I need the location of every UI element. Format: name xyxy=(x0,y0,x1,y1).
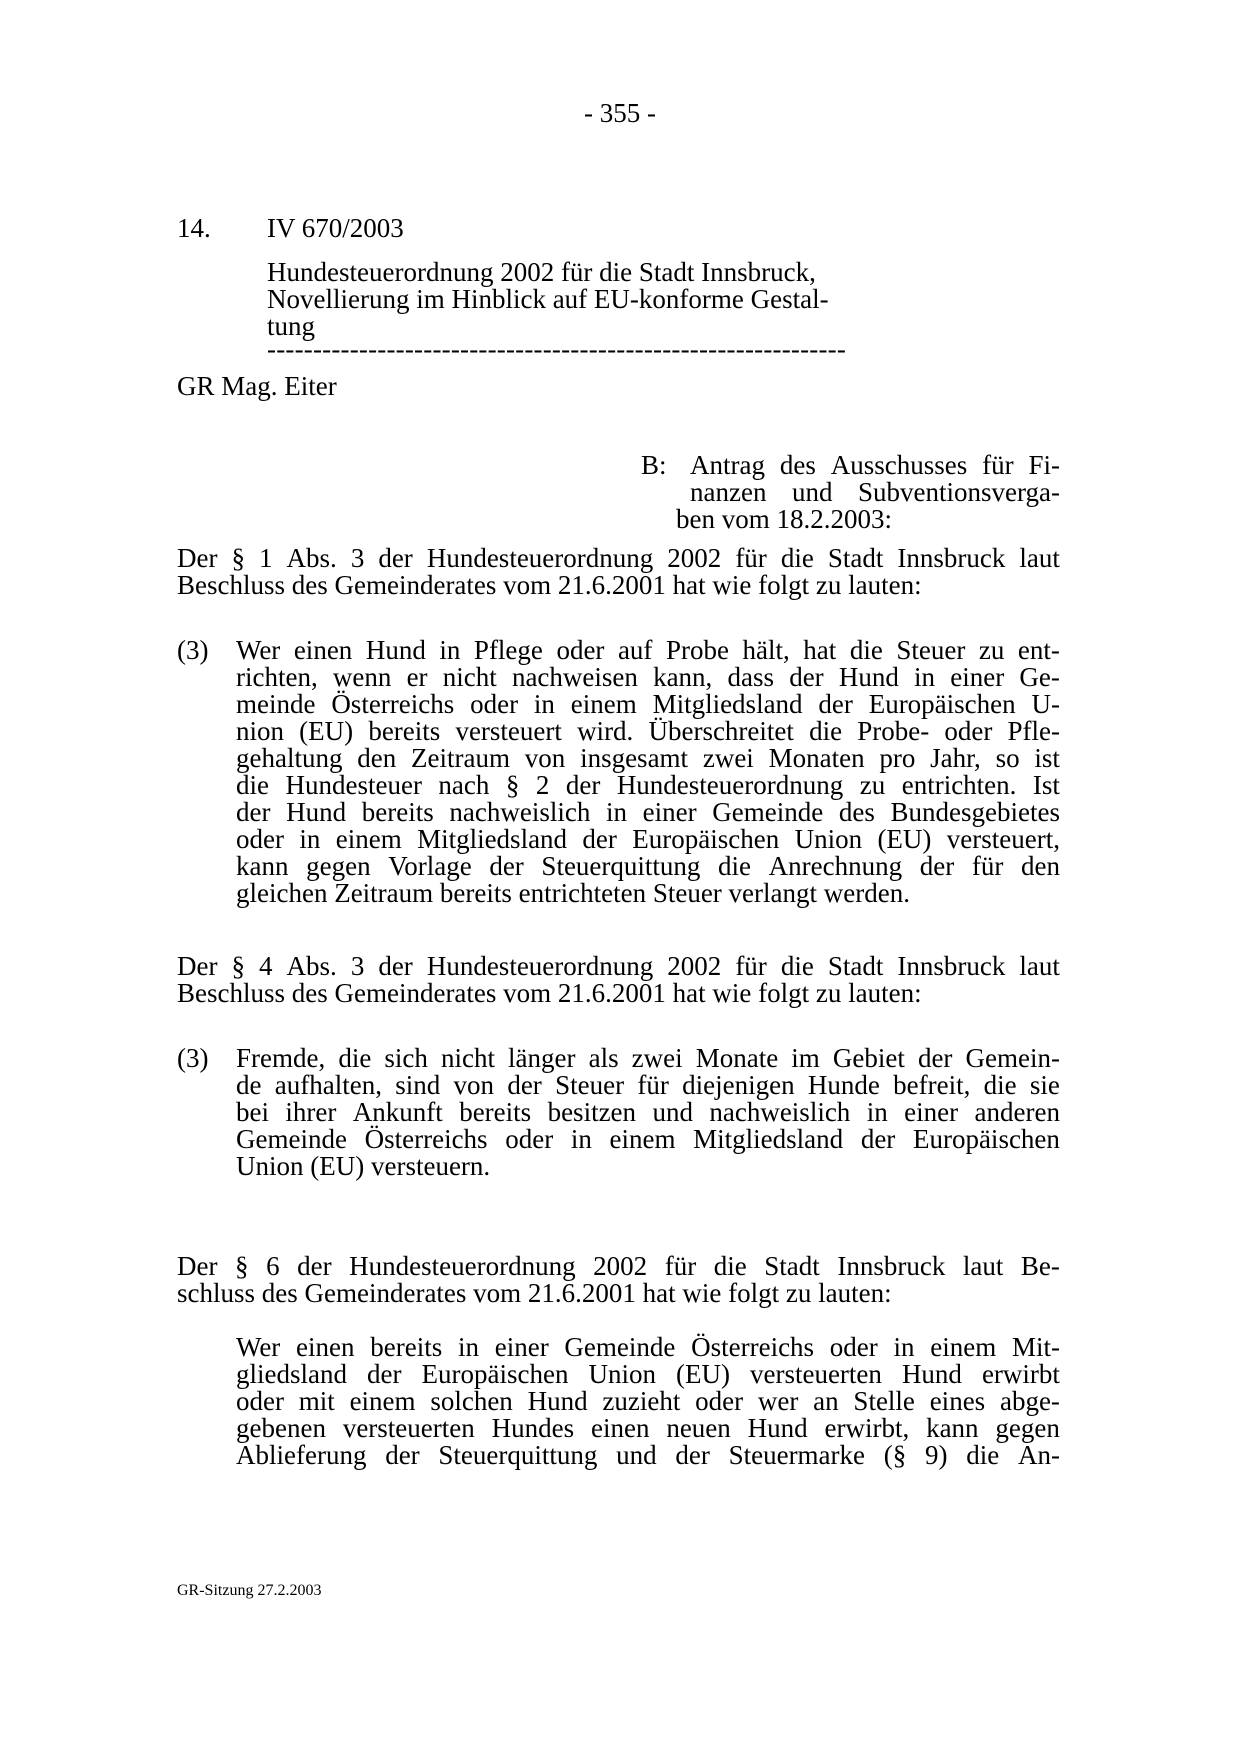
intro-line: Der § 1 Abs. 3 der Hundesteuerordnung 2002 für die Stadt Innsbruck laut xyxy=(177,543,1060,573)
title-separator: --------------------------------------------------------------- xyxy=(267,334,847,364)
motion-line: nanzen und Subventionsverga- xyxy=(690,477,1060,507)
item-title-line: Hundesteuerordnung 2002 für die Stadt Innsbruck, xyxy=(267,257,816,287)
motion-label: B: xyxy=(641,450,667,480)
body-line: gehaltung den Zeitraum von insgesamt zwei Monaten pro Jahr, so ist xyxy=(236,743,1060,773)
item-reference: IV 670/2003 xyxy=(267,213,404,243)
body-line: richten, wenn er nicht nachweisen kann, dass der Hund in einer Ge- xyxy=(236,662,1060,692)
intro-line: schluss des Gemeinderates vom 21.6.2001 hat wie folgt zu lauten: xyxy=(177,1278,892,1308)
speaker: GR Mag. Eiter xyxy=(177,371,337,401)
motion-line: Antrag des Ausschusses für Fi- xyxy=(690,450,1060,480)
body-line: oder mit einem solchen Hund zuzieht oder wer an Stelle eines abge- xyxy=(236,1386,1060,1416)
body-line: bei ihrer Ankunft bereits besitzen und nachweislich in einer anderen xyxy=(236,1097,1060,1127)
intro-line: Beschluss des Gemeinderates vom 21.6.2001 hat wie folgt zu lauten: xyxy=(177,978,922,1008)
body-line: gleichen Zeitraum bereits entrichteten Steuer verlangt werden. xyxy=(236,878,910,908)
body-line: nion (EU) bereits versteuert wird. Überschreitet die Probe- oder Pfle- xyxy=(236,716,1060,746)
footer-session: GR-Sitzung 27.2.2003 xyxy=(177,1582,322,1599)
body-line: kann gegen Vorlage der Steuerquittung die Anrechnung der für den xyxy=(236,851,1060,881)
body-line: die Hundesteuer nach § 2 der Hundesteuerordnung zu entrichten. Ist xyxy=(236,770,1060,800)
body-line: gliedsland der Europäischen Union (EU) versteuerten Hund erwirbt xyxy=(236,1359,1060,1389)
intro-line: Der § 4 Abs. 3 der Hundesteuerordnung 2002 für die Stadt Innsbruck laut xyxy=(177,951,1060,981)
item-title-line: Novellierung im Hinblick auf EU-konforme Gestal- xyxy=(267,284,829,314)
body-line: de aufhalten, sind von der Steuer für diejenigen Hunde befreit, die sie xyxy=(236,1070,1060,1100)
motion-line: ben vom 18.2.2003: xyxy=(676,504,892,534)
page-number: - 355 - xyxy=(584,98,656,128)
body-line: oder in einem Mitgliedsland der Europäischen Union (EU) versteuert, xyxy=(236,824,1060,854)
body-line: Wer einen Hund in Pflege oder auf Probe hält, hat die Steuer zu ent- xyxy=(236,635,1060,665)
body-line: Wer einen bereits in einer Gemeinde Österreichs oder in einem Mit- xyxy=(236,1332,1060,1362)
section-marker: (3) xyxy=(177,635,209,665)
item-title-line: tung xyxy=(267,311,316,341)
item-number: 14. xyxy=(177,213,211,243)
body-line: Union (EU) versteuern. xyxy=(236,1151,491,1181)
intro-line: Beschluss des Gemeinderates vom 21.6.2001 hat wie folgt zu lauten: xyxy=(177,570,922,600)
body-line: meinde Österreichs oder in einem Mitgliedsland der Europäischen U- xyxy=(236,689,1060,719)
body-line: Fremde, die sich nicht länger als zwei Monate im Gebiet der Gemein- xyxy=(236,1043,1060,1073)
body-line: der Hund bereits nachweislich in einer Gemeinde des Bundesgebietes xyxy=(236,797,1060,827)
section-marker: (3) xyxy=(177,1043,209,1073)
body-line: Ablieferung der Steuerquittung und der Steuermarke (§ 9) die An- xyxy=(236,1440,1060,1470)
intro-line: Der § 6 der Hundesteuerordnung 2002 für die Stadt Innsbruck laut Be- xyxy=(177,1251,1060,1281)
body-line: gebenen versteuerten Hundes einen neuen Hund erwirbt, kann gegen xyxy=(236,1413,1060,1443)
body-line: Gemeinde Österreichs oder in einem Mitgliedsland der Europäischen xyxy=(236,1124,1060,1154)
